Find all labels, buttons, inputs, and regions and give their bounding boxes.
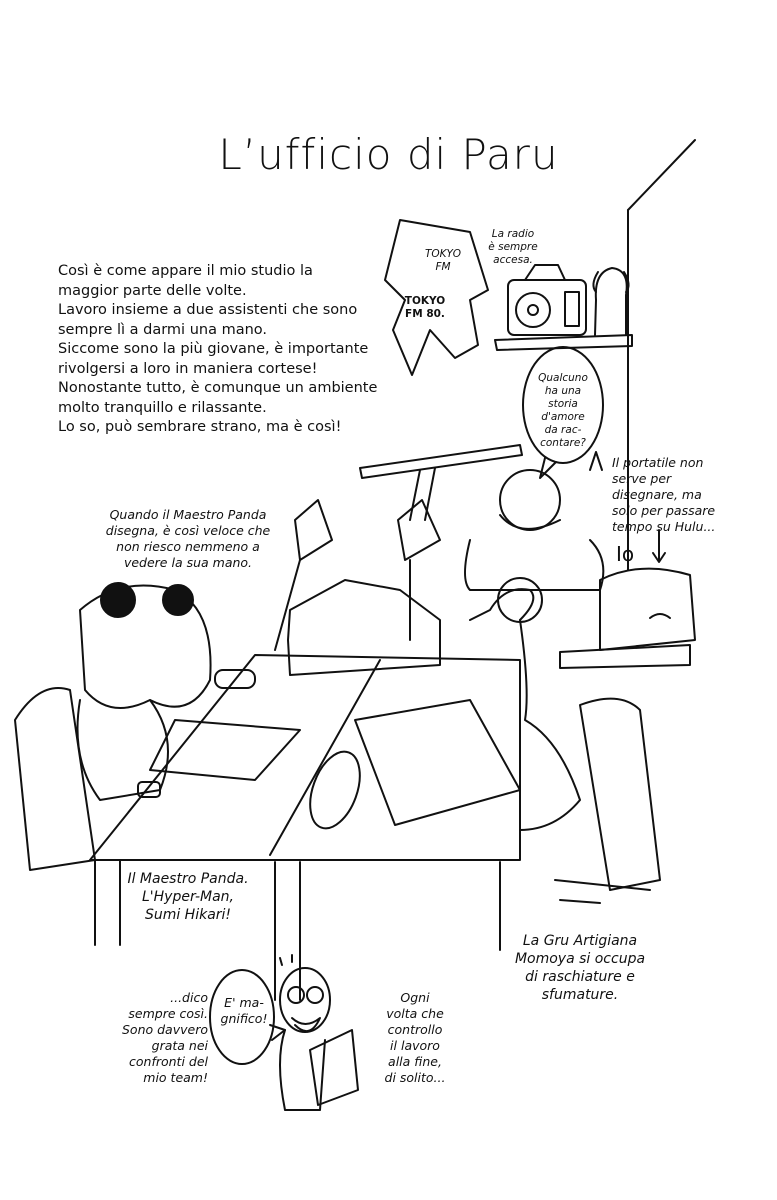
desk-lamp-left (295, 500, 332, 560)
panda-chair (15, 688, 95, 870)
page-title: L’ufficio di Paru (218, 130, 559, 179)
dog-figurine (595, 268, 627, 335)
me-character (280, 968, 330, 1032)
bottom-right-text: Ogni volta che controllo il lavoro alla fine, di solito... (384, 990, 446, 1085)
radio-sign-small: TOKYO FM (424, 248, 462, 273)
intro-text: Così è come appare il mio studio la maggior parte delle volte. Lavoro insieme a due assistenti che sono sempre lì a darmi una mano. Siccome sono la più giovane, è importante rivolgersi a loro in maniera cortese! Nonostante tutto, è comunque un ambiente molto tranquillo e rilassante. Lo so, può sembrare strano, ma è così! (58, 263, 378, 435)
radio-sign-large: TOKYO FM 80. (404, 295, 446, 320)
bottom-left-text: ...dico sempre così. Sono davvero grata nei confronti del mio team! (122, 990, 208, 1085)
desk-divider (270, 660, 380, 855)
bottom-bubble-text: E' ma- gnifico! (220, 995, 268, 1026)
panda-caption: Il Maestro Panda. L'Hyper-Man, Sumi Hikari! (127, 871, 249, 923)
laptop (600, 569, 695, 650)
manuscript-paper (310, 1030, 358, 1105)
crane-caption: La Gru Artigiana Momoya si occupa di raschiature e sfumature. (514, 933, 646, 1003)
desk-lamp-arm (360, 445, 522, 478)
panda-note: Quando il Maestro Panda disegna, è così veloce che non riesco nemmeno a vedere la sua mano. (105, 507, 271, 570)
radio-note: La radio è sempre accesa. (488, 228, 538, 266)
duck-assistant (500, 470, 560, 530)
tray (301, 745, 370, 835)
desk-lamp-center (398, 500, 440, 560)
crane-drawing (355, 700, 520, 825)
me-label: Io (616, 542, 635, 566)
desk-top (90, 655, 520, 860)
crane-assistant (470, 589, 533, 620)
desk-box (288, 580, 440, 675)
duck-bubble-text: Qualcuno ha una storia d'amore da rac- contare? (538, 372, 588, 449)
laptop-note: Il portatile non serve per disegnare, ma solo per passare tempo su Hulu... (612, 455, 716, 534)
crane-chair (580, 699, 660, 890)
panda-drawing (150, 720, 300, 780)
